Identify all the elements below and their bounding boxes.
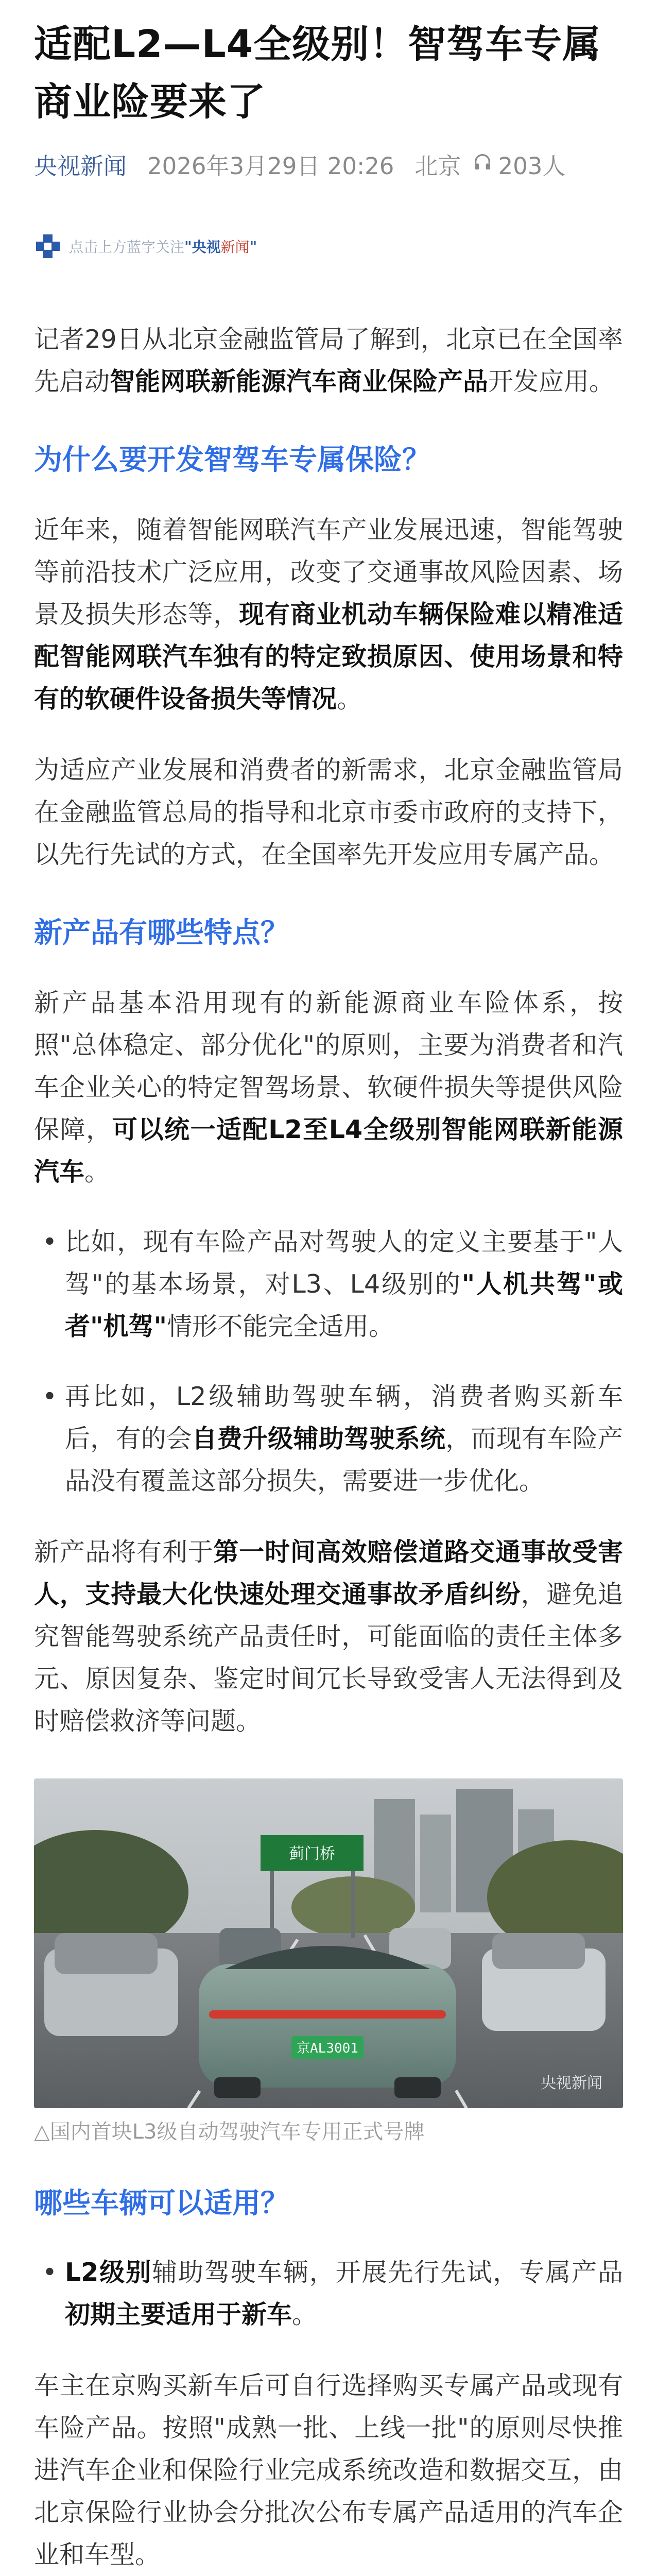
source-name[interactable]: 央视新闻	[34, 152, 127, 180]
bullet-dot: •	[42, 2258, 57, 2287]
section-heading-features: 新产品有哪些特点？	[34, 916, 289, 949]
bullet-text	[65, 1376, 623, 1502]
section1-paragraph-2: 为适应产业发展和消费者的新需求，北京金融监管局在金融监管总局的指导和北京市委市政府的支持下，以先行先试的方式，在全国率先开发应用专属产品。	[34, 755, 623, 869]
section1-paragraph-1	[34, 509, 623, 720]
follow-quote-open: "	[184, 238, 192, 255]
s2p2-text-1: 新产品将有利于	[34, 1537, 214, 1567]
follow-prefix: 点击上方蓝字关注	[69, 239, 185, 256]
follow-quote-close: "	[249, 238, 257, 255]
intro-bold-1: 智能网联新能源汽车商业保险产品	[110, 367, 489, 396]
intro-text-2: 开发应用。	[488, 367, 615, 396]
cctv-logo-icon	[34, 232, 62, 260]
bullet-dot: •	[42, 1382, 57, 1411]
s2p1-text-1: 新产品基本沿用现有的新能源商业车险体系，按照"总体稳定、部分优化"的原则，主要为消费者和汽车企业关心的特定智驾场景、软硬件损失等提供风险保障，	[34, 988, 623, 1144]
list-item	[34, 1221, 623, 1348]
article-meta	[34, 148, 623, 179]
highway-car-illustration	[34, 1778, 623, 2108]
bullet-text	[65, 1221, 623, 1348]
headphone-icon	[472, 150, 493, 178]
bullet-text	[65, 2251, 623, 2336]
license-plate: 京AL3001	[297, 2041, 358, 2056]
section2-paragraph-1	[34, 982, 623, 1193]
publish-location: 北京	[414, 152, 461, 180]
s2b2-text-1: 再比如，L2级辅助驾驶车辆，消费者购买新车后，有的会	[65, 1382, 623, 1453]
s1p1-bold-1: 现有商业机动车辆保险难以精准适配智能网联汽车独有的特定致损原因、使用场景和特有的软硬件设备损失等情况	[34, 600, 623, 714]
intro-paragraph	[34, 318, 623, 403]
article-photo[interactable]	[34, 1778, 623, 2108]
follow-banner[interactable]	[34, 231, 623, 262]
list-item	[34, 2251, 623, 2336]
s2b2-text-2: ，而现有车险产品没有覆盖这部分损失，需要进一步优化。	[65, 1424, 623, 1496]
s1p1-text-1: 近年来，随着智能网联汽车产业发展迅速，智能驾驶等前沿技术广泛应用，改变了交通事故风险因素、场景及损失形态等，	[34, 515, 623, 629]
s2b1-text-1: 比如，现有车险产品对驾驶人的定义主要基于"人驾"的基本场景，对L3、L4级别的	[65, 1227, 623, 1299]
section-heading-applicable: 哪些车辆可以适用？	[34, 2187, 289, 2219]
sign-text: 蓟门桥	[289, 1845, 335, 1863]
s3b1-text-2: 。	[292, 2300, 318, 2329]
s3b1-bold-2: 初期主要适用于新车	[65, 2300, 292, 2329]
publish-datetime: 2026年3月29日 20:26	[147, 152, 394, 180]
s1p1-text-2: 。	[337, 684, 362, 714]
s2b1-text-2: 情形不能完全适用。	[167, 1312, 394, 1341]
s2b1-bold-1: "人机共驾"或者"机驾"	[65, 1269, 623, 1341]
list-item	[34, 1376, 623, 1502]
photo-watermark: 央视新闻	[541, 2074, 602, 2092]
s2p1-text-2: 。	[84, 1157, 110, 1187]
section-heading-why: 为什么要开发智驾车专属保险？	[34, 443, 431, 476]
s2p1-bold-1: 可以统一适配L2至L4全级别智能网联新能源汽车	[34, 1115, 623, 1187]
article-title: 适配L2—L4全级别！智驾车专属商业险要来了	[34, 22, 601, 124]
s2p2-text-2: ，避免追究智能驾驶系统产品责任时，可能面临的责任主体多元、原因复杂、鉴定时间冗长导致受害人无法得到及时赔偿救济等问题。	[34, 1580, 623, 1736]
view-count: 203人	[498, 152, 566, 180]
follow-brand-a: 央视	[192, 239, 221, 256]
bullet-dot: •	[42, 1227, 57, 1257]
s2p2-bold-1: 第一时间高效赔偿道路交通事故受害人，支持最大化快速处理交通事故矛盾纠纷	[34, 1537, 623, 1609]
intro-text-1: 记者29日从北京金融监管局了解到，北京已在全国率先启动	[34, 325, 623, 396]
section2-paragraph-2	[34, 1531, 623, 1742]
section3-paragraph-1: 车主在京购买新车后可自行选择购买专属产品或现有车险产品。按照"成熟一批、上线一批"的原则尽快推进汽车企业和保险行业完成系统改造和数据交互，由北京保险行业协会分批次公布专属产品适用的汽车企业和车型。	[34, 2371, 623, 2569]
follow-brand-b: 新闻	[220, 239, 250, 256]
s3b1-bold-1: L2级别	[65, 2258, 152, 2287]
s3b1-text-1: 辅助驾驶车辆，开展先行先试，专属产品	[152, 2258, 623, 2287]
s2b2-bold-1: 自费升级辅助驾驶系统	[192, 1424, 446, 1453]
photo-caption: △国内首块L3级自动驾驶汽车专用正式号牌	[34, 2120, 425, 2144]
